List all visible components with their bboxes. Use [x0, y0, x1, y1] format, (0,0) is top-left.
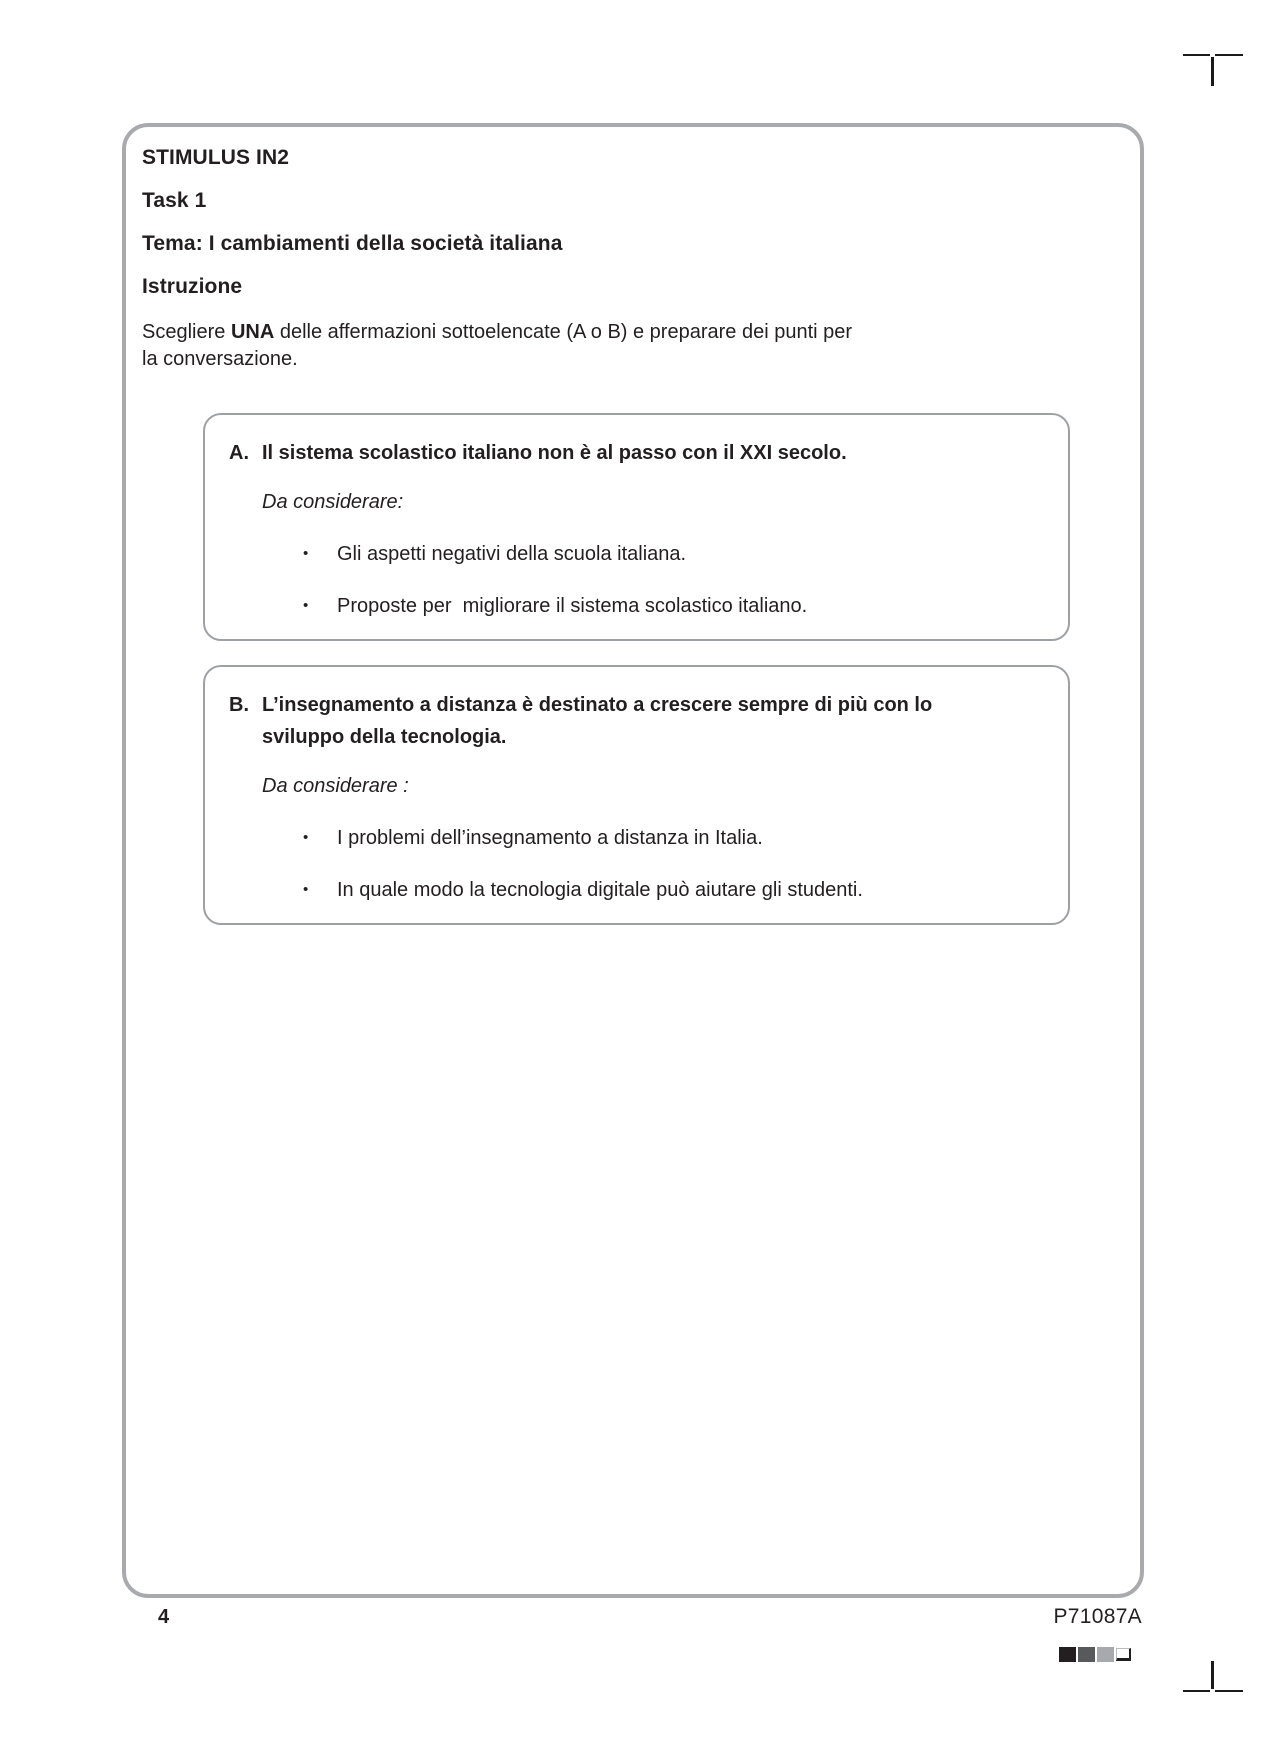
bullet-icon: •: [303, 545, 309, 562]
theme-line: Tema: I cambiamenti della società italiana: [142, 232, 563, 255]
option-b-point-1: I problemi dell’insegnamento a distanza in Italia.: [337, 827, 763, 849]
option-b-statement-line1: L’insegnamento a distanza è destinato a crescere sempre di più con lo: [262, 694, 933, 716]
task-label: Task 1: [142, 189, 207, 212]
instruction-text-bold: UNA: [230, 321, 275, 343]
crop-mark-top-right-vertical: [1211, 57, 1214, 86]
option-card-b: [203, 665, 1070, 925]
option-a-consider-label: Da considerare:: [262, 491, 404, 513]
option-a-statement: [262, 437, 847, 469]
printer-swatch-lightgray: [1097, 1647, 1114, 1662]
printer-swatch-darkgray: [1078, 1647, 1095, 1662]
option-a-statement-row: [229, 437, 1042, 469]
bullet-icon: •: [303, 881, 309, 898]
paper-code: P71087A: [1053, 1605, 1142, 1628]
instruction-heading: Istruzione: [142, 275, 243, 298]
stimulus-frame: [122, 123, 1144, 1598]
instruction-text-line2: la conversazione.: [142, 348, 298, 370]
printer-swatch-white: [1116, 1648, 1131, 1661]
option-a-point-1: Gli aspetti negativi della scuola italiana.: [337, 543, 687, 565]
bullet-icon: •: [303, 829, 309, 846]
option-b-statement-row: [229, 689, 1042, 753]
printer-color-bar: [1059, 1647, 1131, 1662]
option-b-statement-line2: sviluppo della tecnologia.: [262, 726, 507, 748]
option-b-bullet-2: [295, 877, 1042, 903]
option-card-a: [203, 413, 1070, 641]
option-a-bullet-1: [295, 541, 1042, 567]
instruction-text-post: delle affermazioni sottoelencate (A o B) e preparare dei punti per: [274, 321, 853, 343]
crop-mark-bottom-right-horizontal-left: [1183, 1690, 1210, 1692]
page-number: 4: [158, 1606, 170, 1628]
option-b-statement: [262, 689, 932, 753]
option-b-bullet-1: [295, 825, 1042, 851]
option-b-point-2: In quale modo la tecnologia digitale può aiutare gli studenti.: [337, 879, 863, 901]
instruction-text-pre: Scegliere: [142, 321, 231, 343]
option-a-point-2: Proposte per migliorare il sistema scolastico italiano.: [337, 595, 808, 617]
option-b-label: B.: [229, 694, 249, 716]
instruction-paragraph: [142, 319, 1120, 373]
option-a-label: A.: [229, 442, 249, 464]
stimulus-title: STIMULUS IN2: [142, 146, 290, 169]
bullet-icon: •: [303, 597, 309, 614]
option-b-consider-label: Da considerare :: [262, 775, 409, 797]
crop-mark-bottom-right-vertical: [1211, 1661, 1214, 1689]
option-a-statement-line1: Il sistema scolastico italiano non è al passo con il XXI secolo.: [262, 442, 847, 464]
printer-swatch-black: [1059, 1647, 1076, 1662]
crop-mark-top-right-horizontal-left: [1183, 54, 1210, 56]
crop-mark-bottom-right-horizontal-right: [1215, 1690, 1243, 1692]
crop-mark-top-right-horizontal-right: [1215, 54, 1243, 56]
option-a-bullet-2: [295, 593, 1042, 619]
